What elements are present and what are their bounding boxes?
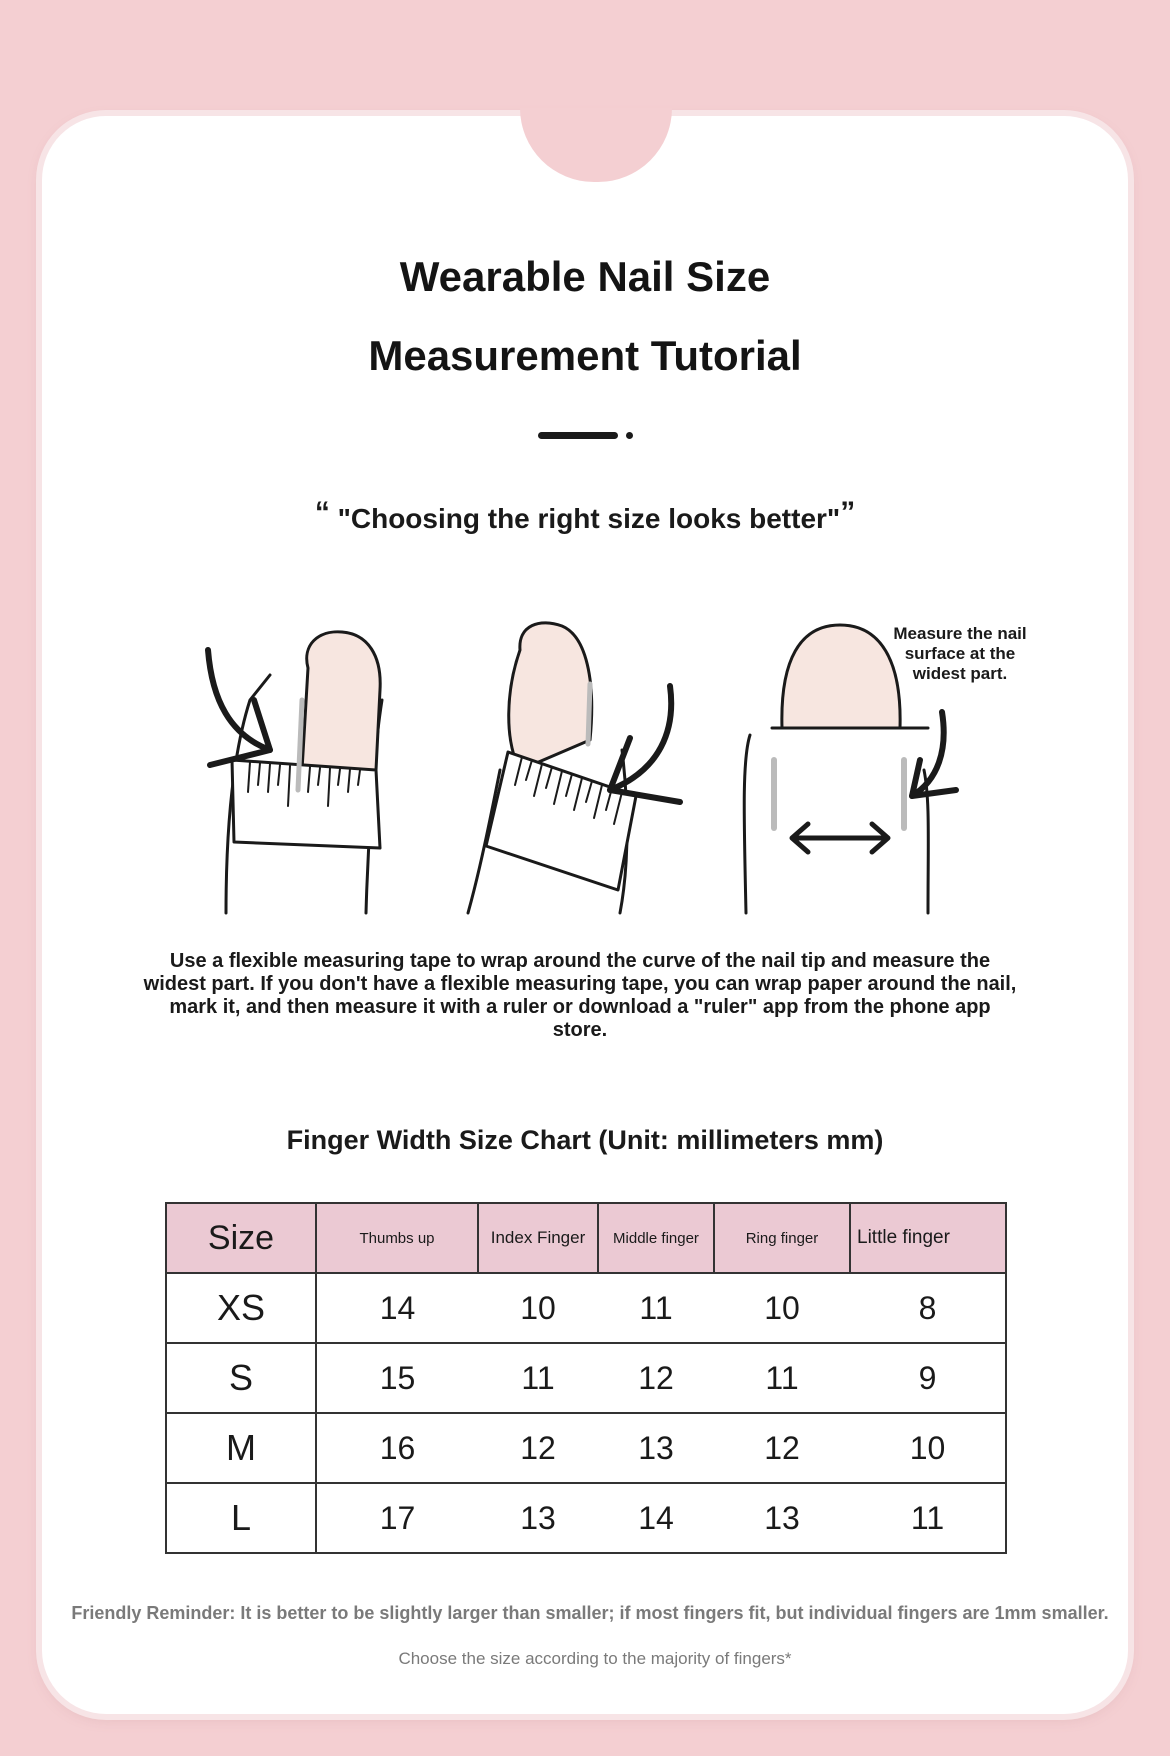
table-cell: 11 <box>850 1483 1006 1553</box>
table-cell: 9 <box>850 1343 1006 1413</box>
size-label: M <box>166 1413 316 1483</box>
header-ring: Ring finger <box>714 1203 850 1273</box>
table-header-row <box>166 1203 1006 1273</box>
table-cell: 8 <box>850 1273 1006 1343</box>
measurement-illustration <box>190 620 990 920</box>
page-title-line1: Wearable Nail Size <box>399 253 771 300</box>
table-cell: 11 <box>714 1343 850 1413</box>
table-row <box>166 1483 1006 1553</box>
finger-1-drawing <box>208 632 382 913</box>
table-cell: 15 <box>316 1343 478 1413</box>
close-quote-mark: ” <box>840 496 856 529</box>
table-cell: 13 <box>598 1413 714 1483</box>
title-divider-dot <box>626 432 633 439</box>
table-cell: 12 <box>714 1413 850 1483</box>
instructions-text: Use a flexible measuring tape to wrap around the curve of the nail tip and measure the widest part. If you don't have a flexible measuring tape, you can wrap paper around the nail, mark it, and then measure it with a ruler or download a "ruler" app from the phone app store. <box>143 950 1017 1041</box>
header-thumb: Thumbs up <box>316 1203 478 1273</box>
chart-title: Finger Width Size Chart (Unit: millimeters mm) <box>286 1125 884 1155</box>
table-row <box>166 1343 1006 1413</box>
table-cell: 12 <box>598 1343 714 1413</box>
table-cell: 17 <box>316 1483 478 1553</box>
table-row <box>166 1273 1006 1343</box>
size-chart-table <box>165 1202 1007 1554</box>
size-label: L <box>166 1483 316 1553</box>
page-title-line2: Measurement Tutorial <box>368 332 802 379</box>
open-quote-mark: “ <box>314 496 330 529</box>
table-cell: 10 <box>850 1413 1006 1483</box>
table-cell: 10 <box>714 1273 850 1343</box>
header-index: Index Finger <box>478 1203 598 1273</box>
table-row <box>166 1413 1006 1483</box>
table-cell: 11 <box>478 1343 598 1413</box>
table-cell: 11 <box>598 1273 714 1343</box>
table-cell: 16 <box>316 1413 478 1483</box>
table-cell: 14 <box>316 1273 478 1343</box>
size-label: S <box>166 1343 316 1413</box>
title-divider-dash <box>538 432 618 439</box>
choose-size-note: Choose the size according to the majority of fingers* <box>398 1649 792 1668</box>
tagline-quote <box>0 496 1170 535</box>
header-middle: Middle finger <box>598 1203 714 1273</box>
finger-2-drawing <box>468 623 680 913</box>
table-cell: 12 <box>478 1413 598 1483</box>
header-little: Little finger <box>850 1203 1006 1273</box>
table-cell: 14 <box>598 1483 714 1553</box>
table-cell: 13 <box>714 1483 850 1553</box>
friendly-reminder: Friendly Reminder: It is better to be slightly larger than smaller; if most fingers fit, but individual fingers are 1mm smaller. <box>71 1603 1109 1623</box>
table-cell: 13 <box>478 1483 598 1553</box>
measure-note: Measure the nail surface at the widest part. <box>893 624 1027 683</box>
table-cell: 10 <box>478 1273 598 1343</box>
header-size: Size <box>166 1203 316 1273</box>
size-label: XS <box>166 1273 316 1343</box>
tagline-text: "Choosing the right size looks better" <box>337 503 841 534</box>
